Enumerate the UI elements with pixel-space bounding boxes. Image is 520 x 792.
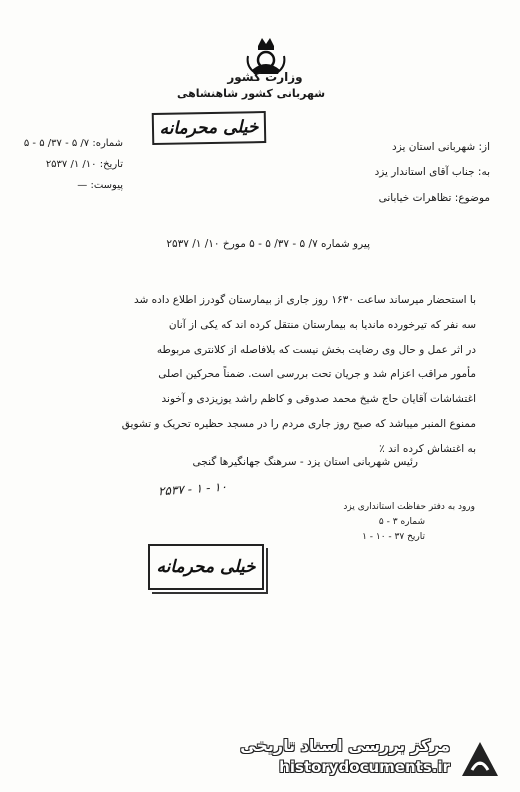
body-line: ممنوع المنبر میباشد که صبح روز جاری مردم را در مسجد حظیره تحریک و تشویق [121, 417, 476, 430]
from-field: از: شهربانی استان یزد [392, 141, 490, 153]
signature-line: رئیس شهربانی استان یزد - سرهنگ جهانگیرها گنجی [192, 456, 418, 468]
reference-line: پیرو شماره ۷/ ۵ - ۳۷/ ۵ - ۵ مورخ ۱۰/ ۱/ ۲۵۳۷ [166, 238, 370, 250]
receipt-number: شماره ۳ - ۵ [378, 517, 425, 527]
body-line: به اغتشاش کرده اند ٪ [379, 442, 476, 455]
organization-title: شهربانی کشور شاهنشاهی [176, 87, 326, 100]
archive-logo-icon [458, 738, 502, 780]
letter-body [70, 288, 476, 462]
body-line: در اثر عمل و حال وی رضایت بخش نیست که بلافاصله از کلانتری مربوطه [156, 343, 476, 356]
letter-date: تاریخ: ۱۰/ ۱/ ۲۵۳۷ [45, 159, 123, 170]
top-secret-stamp: خیلی محرمانه [152, 111, 267, 145]
body-line: اغتشاشات آقایان حاج شیخ محمد صدوقی و کاظم راشد یوزیزدی و آخوند [161, 393, 476, 406]
ministry-title: وزارت کشور [227, 70, 303, 84]
subject-field: موضوع: تظاهرات خیابانی [378, 192, 490, 204]
watermark-footer [236, 734, 502, 780]
body-line: سه نفر که تیرخورده ماندیا به بیمارستان منتقل کرده اند که یکی از آنان [168, 318, 476, 331]
footer-url: historydocuments.ir [279, 758, 450, 776]
body-line: مأمور مراقب اعزام شد و جریان تحت بررسی است. ضمناً محرکین اصلی [158, 368, 476, 381]
letter-attachment: پیوست: — [77, 180, 123, 191]
receipt-stamp [305, 500, 475, 545]
letter-number: شماره: ۷/ ۵ - ۳۷/ ۵ - ۵ [23, 138, 123, 149]
receipt-date: تاریخ ۳۷ - ۱۰ - ۱ [362, 532, 425, 542]
bottom-secret-stamp: خیلی محرمانه [148, 544, 264, 590]
signature-date: ۲۵۳۷ - ۱ - ۱۰ [157, 479, 228, 499]
to-field: به: جناب آقای استاندار یزد [374, 166, 490, 178]
receipt-title: ورود به دفتر حفاظت استانداری یزد [343, 502, 475, 512]
body-line: با استحضار میرساند ساعت ۱۶۳۰ روز جاری از بیمارستان گودرز اطلاع داده شد [134, 294, 476, 306]
footer-title: مرکز بررسی اسناد تاریخی [240, 736, 450, 755]
